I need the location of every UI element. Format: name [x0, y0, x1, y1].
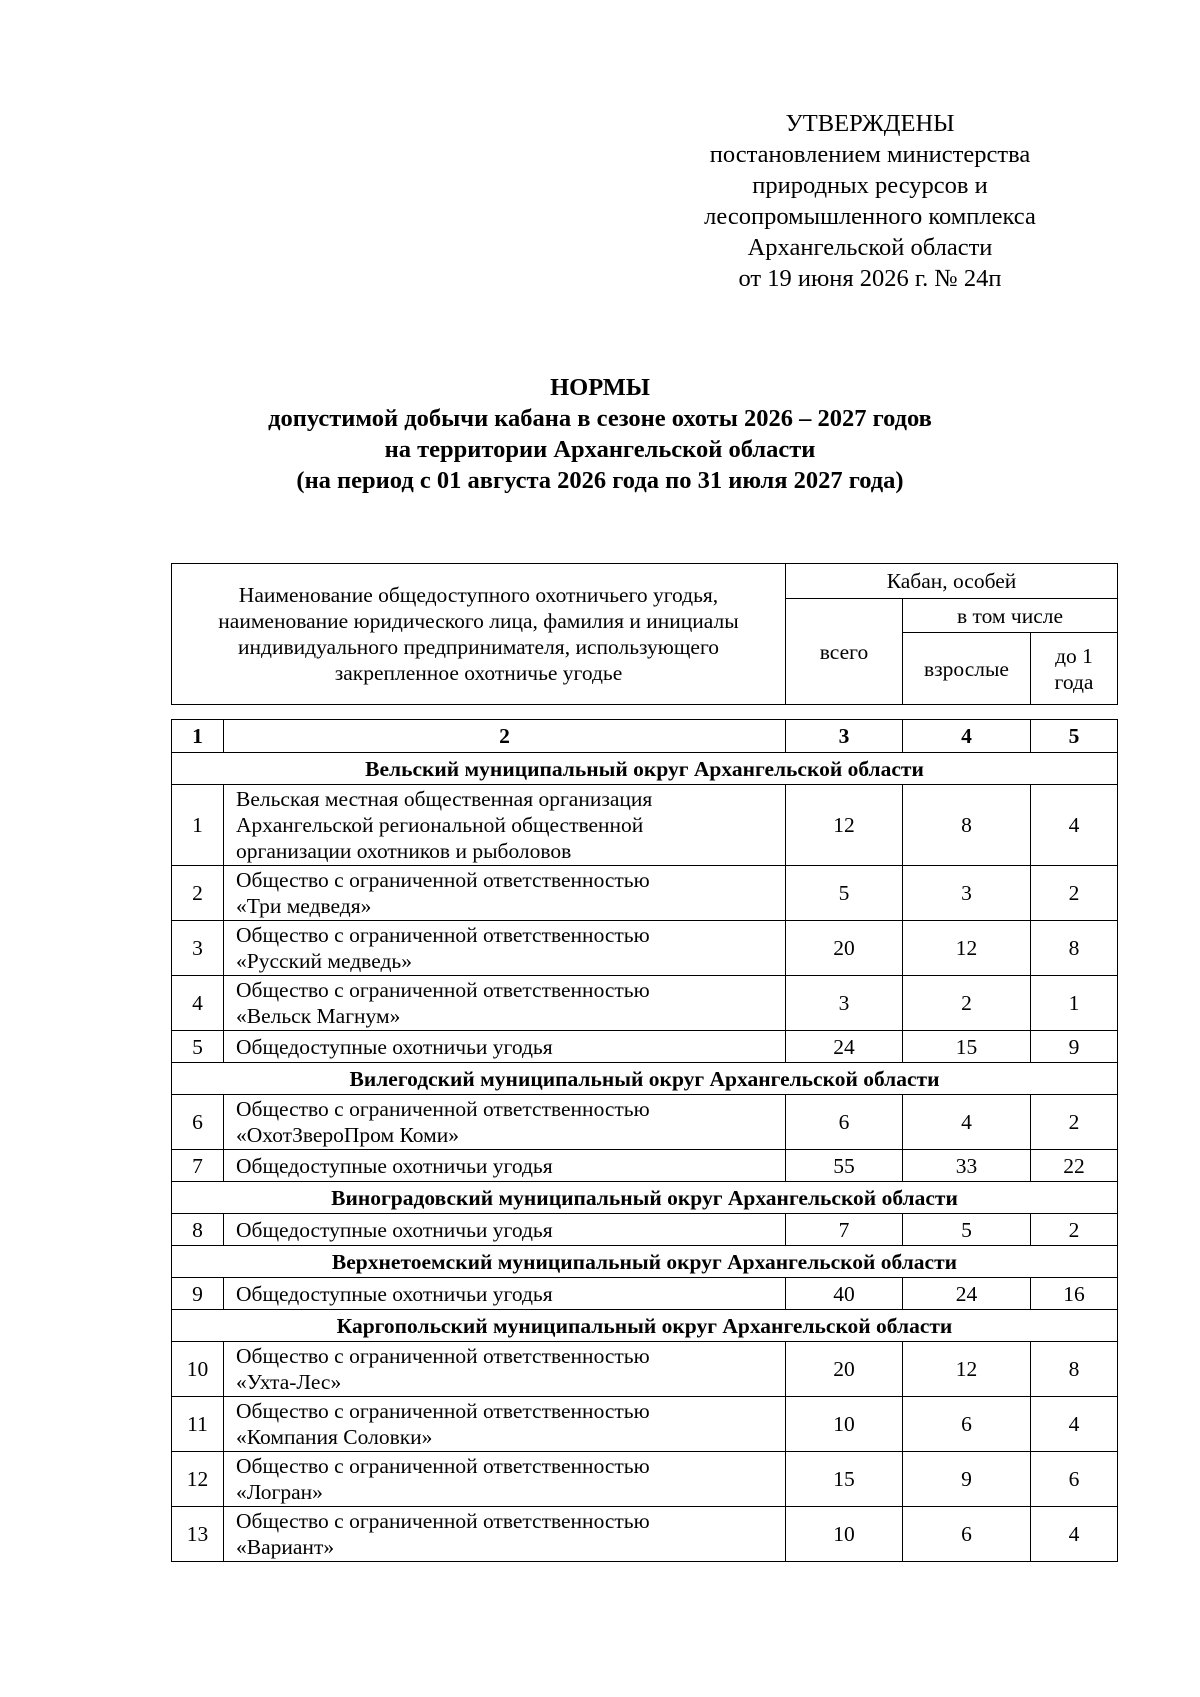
organization-name-line: Вельская местная общественная организация [236, 787, 653, 811]
column-number-row [172, 720, 1118, 753]
under-one-count: 16 [1031, 1278, 1118, 1310]
organization-name-line: «ОхотЗвероПром Коми» [236, 1123, 459, 1147]
organization-name [224, 1452, 786, 1507]
approval-line: от 19 июня 2026 г. № 24п [738, 265, 1002, 292]
adults-count: 6 [903, 1507, 1031, 1562]
table-row [172, 1214, 1118, 1246]
district-name: Вилегодский муниципальный округ Архангельской области [172, 1063, 1118, 1095]
organization-name-line: Архангельской региональной общественной [236, 813, 644, 837]
organization-name-line: Общедоступные охотничьи угодья [236, 1034, 553, 1059]
row-number: 12 [172, 1452, 224, 1507]
total-count: 10 [786, 1507, 903, 1562]
total-count: 6 [786, 1095, 903, 1150]
adults-count: 4 [903, 1095, 1031, 1150]
total-count: 55 [786, 1150, 903, 1182]
table-row [172, 1397, 1118, 1452]
adults-count: 15 [903, 1031, 1031, 1063]
row-number: 6 [172, 1095, 224, 1150]
under-one-count: 4 [1031, 1397, 1118, 1452]
total-count: 24 [786, 1031, 903, 1063]
organization-name-line: «Вельск Магнум» [236, 1004, 401, 1028]
approval-line: постановлением министерства [709, 141, 1031, 168]
organization-name-line: «Русский медведь» [236, 949, 412, 973]
header-adults: взрослые [903, 633, 1031, 705]
organization-name-line: организации охотников и рыболовов [236, 839, 572, 863]
adults-count: 9 [903, 1452, 1031, 1507]
organization-name-line: Общество с ограниченной ответственностью [236, 923, 650, 947]
total-count: 20 [786, 921, 903, 976]
row-number: 10 [172, 1342, 224, 1397]
organization-name-line: Общество с ограниченной ответственностью [236, 1509, 650, 1533]
under-one-count: 2 [1031, 1214, 1118, 1246]
total-count: 12 [786, 785, 903, 866]
under-one-count: 2 [1031, 866, 1118, 921]
table-header [171, 563, 1118, 705]
total-count: 20 [786, 1342, 903, 1397]
district-row [172, 1063, 1118, 1095]
row-number: 8 [172, 1214, 224, 1246]
organization-name [224, 785, 786, 866]
under-one-count: 8 [1031, 1342, 1118, 1397]
column-number: 4 [903, 720, 1031, 753]
district-row [172, 1246, 1118, 1278]
table-row [172, 976, 1118, 1031]
under-one-count: 22 [1031, 1150, 1118, 1182]
organization-name-line: Общество с ограниченной ответственностью [236, 1399, 650, 1423]
adults-count: 6 [903, 1397, 1031, 1452]
organization-name-line: «Вариант» [236, 1535, 335, 1559]
adults-count: 8 [903, 785, 1031, 866]
column-number: 5 [1031, 720, 1118, 753]
quota-table-body [172, 720, 1118, 1562]
district-name: Виноградовский муниципальный округ Архангельской области [172, 1182, 1118, 1214]
organization-name [224, 1031, 786, 1063]
header-total: всего [786, 599, 903, 705]
title-line: НОРМЫ [550, 374, 650, 401]
organization-name [224, 1278, 786, 1310]
table-row [172, 866, 1118, 921]
row-number: 3 [172, 921, 224, 976]
district-row [172, 1310, 1118, 1342]
under-one-count: 4 [1031, 1507, 1118, 1562]
column-number: 3 [786, 720, 903, 753]
organization-name-line: «Три медведя» [236, 894, 372, 918]
district-name: Верхнетоемский муниципальный округ Архангельской области [172, 1246, 1118, 1278]
organization-name [224, 1342, 786, 1397]
adults-count: 5 [903, 1214, 1031, 1246]
adults-count: 3 [903, 866, 1031, 921]
total-count: 3 [786, 976, 903, 1031]
under-one-count: 8 [1031, 921, 1118, 976]
header-animal: Кабан, особей [786, 564, 1118, 599]
header-under-one: до 1 года [1031, 633, 1118, 705]
row-number: 5 [172, 1031, 224, 1063]
organization-name [224, 1095, 786, 1150]
organization-name-line: Общество с ограниченной ответственностью [236, 978, 650, 1002]
adults-count: 2 [903, 976, 1031, 1031]
organization-name-line: Общество с ограниченной ответственностью [236, 868, 650, 892]
adults-count: 24 [903, 1278, 1031, 1310]
adults-count: 12 [903, 1342, 1031, 1397]
organization-name-line: Общество с ограниченной ответственностью [236, 1097, 650, 1121]
approval-line: природных ресурсов и [752, 172, 988, 199]
under-one-count: 1 [1031, 976, 1118, 1031]
under-one-count: 9 [1031, 1031, 1118, 1063]
adults-count: 12 [903, 921, 1031, 976]
organization-name-line: Общество с ограниченной ответственностью [236, 1344, 650, 1368]
total-count: 40 [786, 1278, 903, 1310]
organization-name-line: «Ухта-Лес» [236, 1370, 342, 1394]
table-row [172, 1278, 1118, 1310]
approval-line: Архангельской области [747, 234, 993, 261]
total-count: 10 [786, 1397, 903, 1452]
organization-name [224, 866, 786, 921]
under-one-count: 6 [1031, 1452, 1118, 1507]
total-count: 5 [786, 866, 903, 921]
table-row [172, 1452, 1118, 1507]
row-number: 11 [172, 1397, 224, 1452]
approval-line: УТВЕРЖДЕНЫ [785, 110, 955, 137]
approval-stamp [640, 108, 1100, 294]
district-name: Каргопольский муниципальный округ Архангельской области [172, 1310, 1118, 1342]
column-number: 2 [224, 720, 786, 753]
row-number: 13 [172, 1507, 224, 1562]
title-line: на территории Архангельской области [384, 436, 816, 463]
organization-name [224, 1150, 786, 1182]
under-one-count: 2 [1031, 1095, 1118, 1150]
row-number: 2 [172, 866, 224, 921]
organization-name-line: Общество с ограниченной ответственностью [236, 1454, 650, 1478]
table-row [172, 1031, 1118, 1063]
under-one-count: 4 [1031, 785, 1118, 866]
organization-name-line: Общедоступные охотничьи угодья [236, 1217, 553, 1242]
total-count: 7 [786, 1214, 903, 1246]
row-number: 1 [172, 785, 224, 866]
table-row [172, 1095, 1118, 1150]
row-number: 7 [172, 1150, 224, 1182]
title-line: (на период с 01 августа 2026 года по 31 июля 2027 года) [296, 467, 904, 494]
row-number: 9 [172, 1278, 224, 1310]
document-title [0, 372, 1200, 496]
table-row [172, 1342, 1118, 1397]
organization-name [224, 1214, 786, 1246]
district-row [172, 753, 1118, 785]
organization-name-line: Общедоступные охотничьи угодья [236, 1153, 553, 1178]
header-including: в том числе [903, 599, 1118, 633]
title-line: допустимой добычи кабана в сезоне охоты 2026 – 2027 годов [268, 405, 932, 432]
organization-name [224, 976, 786, 1031]
organization-name-line: «Логран» [236, 1480, 323, 1504]
header-name-column: Наименование общедоступного охотничьего угодья, наименование юридического лица, фамилия и инициалы индивидуального предпринимателя, использующего закрепленное охотничье угодье [172, 564, 786, 705]
adults-count: 33 [903, 1150, 1031, 1182]
organization-name [224, 921, 786, 976]
quota-table [171, 719, 1118, 1562]
organization-name [224, 1397, 786, 1452]
row-number: 4 [172, 976, 224, 1031]
approval-line: лесопромышленного комплекса [704, 203, 1036, 230]
table-row [172, 1507, 1118, 1562]
table-row [172, 921, 1118, 976]
table-row [172, 785, 1118, 866]
table-row [172, 1150, 1118, 1182]
organization-name-line: Общедоступные охотничьи угодья [236, 1281, 553, 1306]
district-name: Вельский муниципальный округ Архангельской области [172, 753, 1118, 785]
organization-name-line: «Компания Соловки» [236, 1425, 433, 1449]
district-row [172, 1182, 1118, 1214]
organization-name [224, 1507, 786, 1562]
total-count: 15 [786, 1452, 903, 1507]
column-number: 1 [172, 720, 224, 753]
